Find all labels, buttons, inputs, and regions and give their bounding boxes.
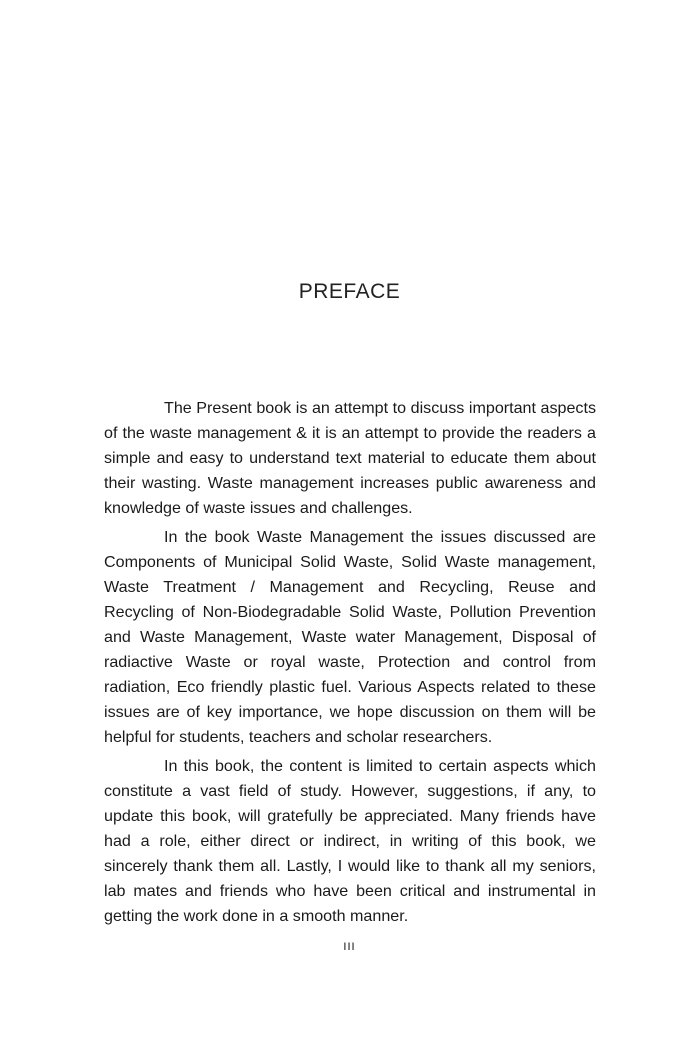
preface-paragraph-1: The Present book is an attempt to discuss important aspects of the waste management & it is an attempt to provide the readers a simple and easy to understand text material to educate them about their wasting. Waste management increases public awareness and knowledge of waste issues and challenges.: [104, 399, 596, 517]
preface-body: [104, 396, 596, 929]
page-number: III: [343, 941, 356, 953]
page-title: PREFACE: [298, 280, 401, 303]
preface-paragraph-3: In this book, the content is limited to certain aspects which constitute a vast field of study. However, suggestions, if any, to update this book, will gratefully be appreciated. Many friends have had a role, either direct or indirect, in writing of this book, we sincerely thank them all. Lastly, I would like to thank all my seniors, lab mates and friends who have been critical and instrumental in getting the work done in a smooth manner.: [104, 757, 596, 925]
preface-paragraph-2: In the book Waste Management the issues discussed are Components of Municipal Solid Waste, Solid Waste management, Waste Treatment / Management and Recycling, Reuse and Recycling of Non-Biodegradable Solid Waste, Pollution Prevention and Waste Management, Waste water Management, Disposal of radiactive Waste or royal waste, Protection and control from radiation, Eco friendly plastic fuel. Various Aspects related to these issues are of key importance, we hope discussion on them will be helpful for students, teachers and scholar researchers.: [104, 528, 596, 746]
